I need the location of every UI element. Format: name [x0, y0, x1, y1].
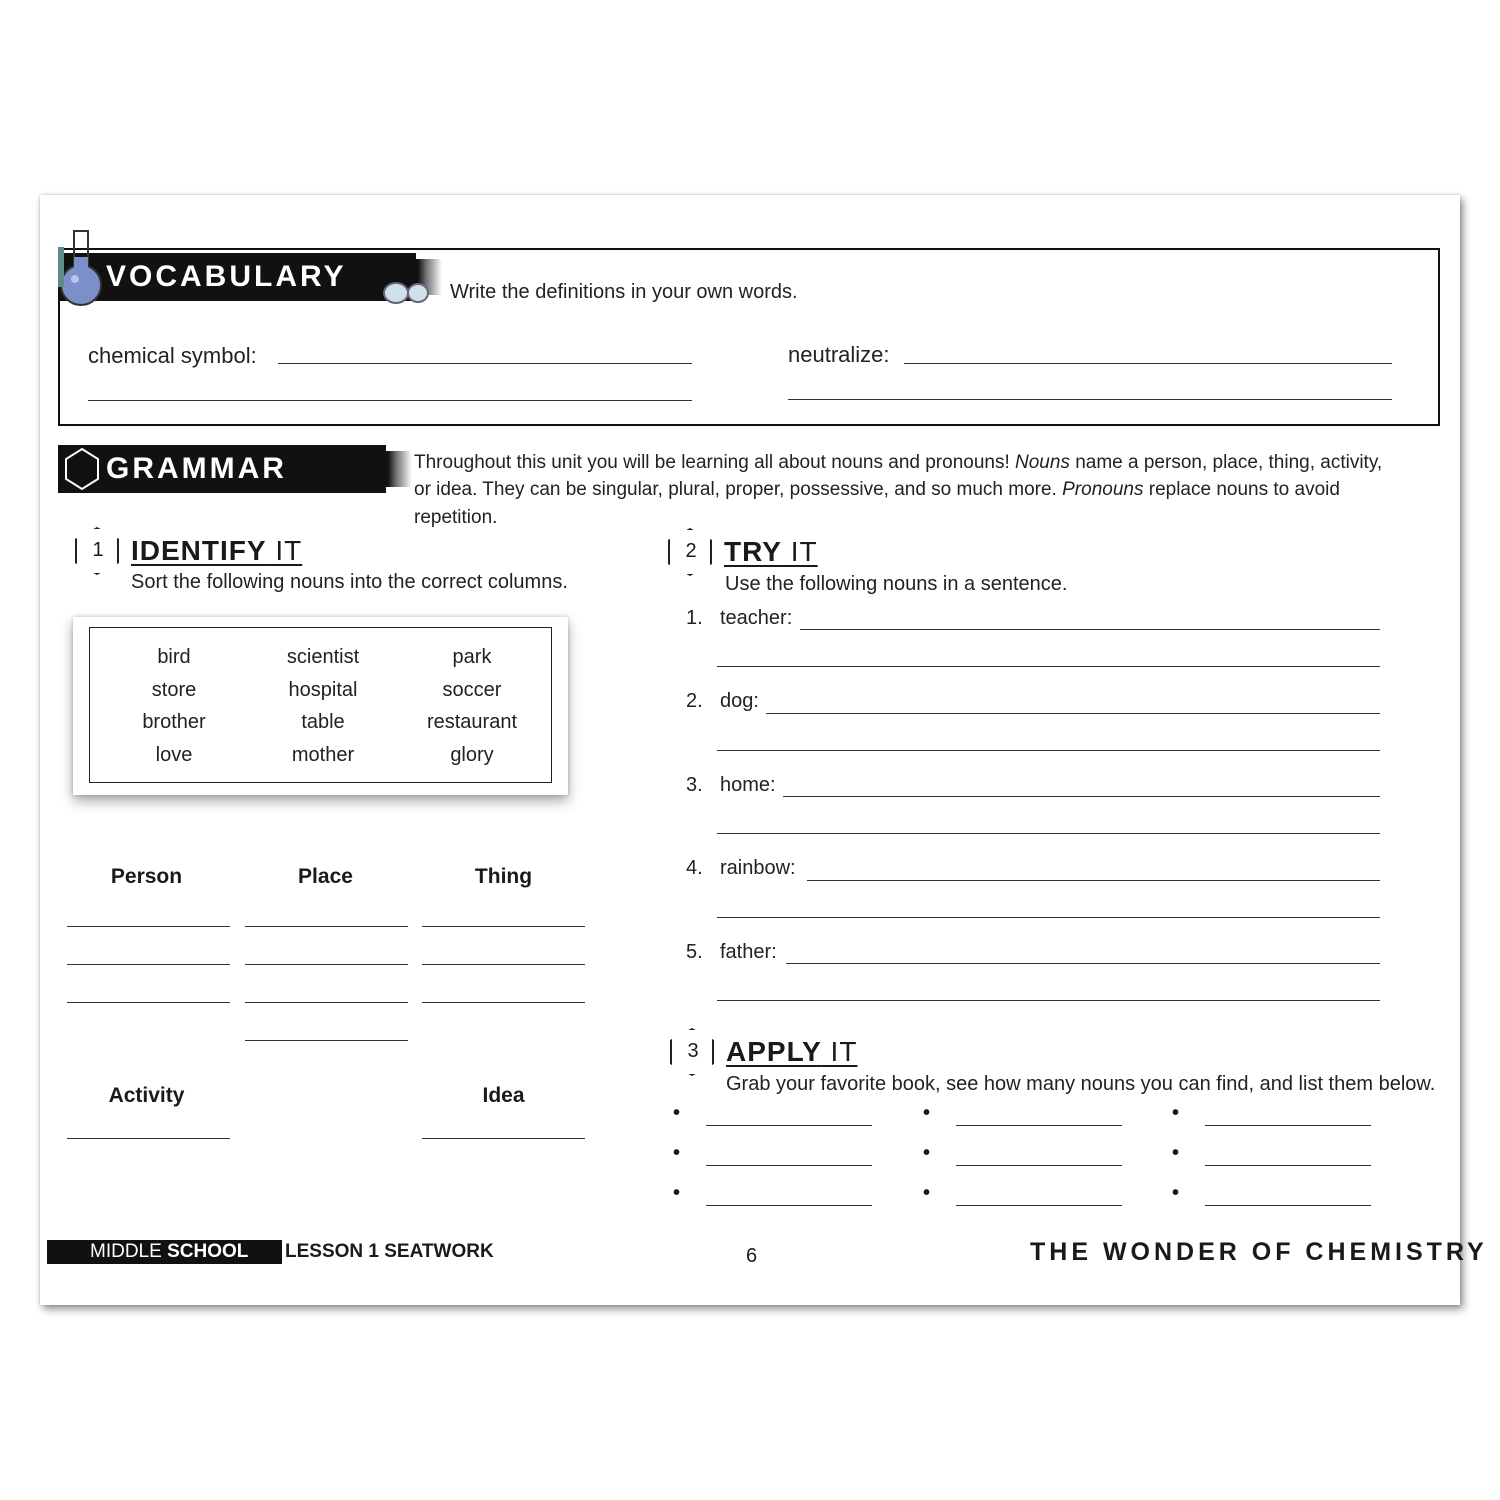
footer-page-number: 6	[746, 1245, 758, 1267]
intro-italic: Pronouns	[1062, 479, 1144, 500]
sentence-line[interactable]	[807, 880, 1380, 881]
step-2-hexagon	[668, 528, 714, 578]
definition-line[interactable]	[278, 363, 692, 364]
sentence-line[interactable]	[717, 833, 1380, 834]
noun-bird: bird	[157, 646, 191, 668]
footer-level	[90, 1240, 248, 1264]
bullet: •	[1172, 1142, 1180, 1164]
try-it-title	[724, 536, 818, 568]
noun-list-line[interactable]	[956, 1125, 1122, 1126]
column-idea: Idea	[482, 1084, 525, 1107]
intro-text: replace nouns to avoid	[1143, 479, 1340, 500]
bullet: •	[673, 1182, 681, 1204]
try-word-rainbow: rainbow:	[720, 857, 796, 879]
title-bold: IDENTIFY	[131, 535, 267, 566]
noun-soccer: soccer	[442, 679, 502, 701]
try-word-father: father:	[720, 941, 777, 963]
definition-line[interactable]	[88, 400, 692, 401]
sentence-line[interactable]	[717, 1000, 1380, 1001]
term-neutralize: neutralize:	[788, 342, 890, 367]
thing-answer-line[interactable]	[422, 1002, 585, 1003]
grammar-banner	[58, 445, 386, 493]
noun-list-line[interactable]	[706, 1125, 872, 1126]
sentence-line[interactable]	[800, 629, 1380, 630]
bullet: •	[923, 1102, 931, 1124]
noun-hospital: hospital	[288, 679, 358, 701]
person-answer-line[interactable]	[67, 964, 230, 965]
person-answer-line[interactable]	[67, 926, 230, 927]
person-answer-line[interactable]	[67, 1002, 230, 1003]
intro-text: or idea. They can be singular, plural, proper, possessive, and so much more.	[414, 479, 1063, 500]
noun-list-line[interactable]	[956, 1165, 1122, 1166]
noun-scientist: scientist	[286, 646, 360, 668]
identify-instruction: Sort the following nouns into the correct columns.	[131, 571, 568, 593]
vocabulary-instruction: Write the definitions in your own words.	[450, 281, 798, 303]
column-place: Place	[298, 865, 353, 888]
try-instruction: Use the following nouns in a sentence.	[725, 573, 1068, 595]
idea-answer-line[interactable]	[422, 1138, 585, 1139]
noun-store: store	[151, 679, 197, 701]
definition-line[interactable]	[904, 363, 1392, 364]
sentence-line[interactable]	[717, 917, 1380, 918]
intro-text: Throughout this unit you will be learning all about nouns and pronouns!	[414, 452, 1016, 473]
noun-list-line[interactable]	[1205, 1205, 1371, 1206]
title-bold: TRY	[724, 536, 782, 567]
bullet: •	[923, 1182, 931, 1204]
noun-list-line[interactable]	[706, 1165, 872, 1166]
sentence-line[interactable]	[717, 666, 1380, 667]
grammar-intro-line-3: repetition.	[414, 507, 498, 528]
bullet: •	[1172, 1102, 1180, 1124]
try-word-dog: dog:	[720, 690, 759, 712]
noun-bank-card	[73, 617, 568, 795]
grammar-intro-line-2	[414, 479, 1340, 501]
intro-italic: Nouns	[1015, 452, 1070, 473]
term-chemical-symbol: chemical symbol:	[88, 343, 257, 368]
try-item-number: 2.	[686, 690, 703, 712]
try-item-number: 1.	[686, 607, 703, 629]
bullet: •	[923, 1142, 931, 1164]
worksheet-page	[40, 195, 1488, 1305]
intro-text: name a person, place, thing, activity,	[1069, 452, 1383, 473]
title-light: IT	[266, 535, 303, 566]
level-bold: SCHOOL	[167, 1241, 249, 1262]
noun-mother: mother	[291, 744, 355, 766]
noun-love: love	[155, 744, 193, 766]
sentence-line[interactable]	[766, 713, 1380, 714]
title-bold: APPLY	[726, 1036, 822, 1067]
sentence-line[interactable]	[786, 963, 1380, 964]
place-answer-line[interactable]	[245, 964, 408, 965]
place-answer-line[interactable]	[245, 1002, 408, 1003]
apply-it-title	[726, 1036, 857, 1068]
step-3-hexagon	[670, 1028, 716, 1078]
noun-brother: brother	[142, 711, 206, 733]
sentence-line[interactable]	[783, 796, 1380, 797]
noun-glory: glory	[450, 744, 494, 766]
noun-table: table	[301, 711, 345, 733]
activity-answer-line[interactable]	[67, 1138, 230, 1139]
column-thing: Thing	[474, 865, 533, 888]
bullet: •	[673, 1142, 681, 1164]
flask-icon	[56, 227, 106, 311]
noun-restaurant: restaurant	[426, 711, 518, 733]
sentence-line[interactable]	[717, 750, 1380, 751]
place-answer-line[interactable]	[245, 1040, 408, 1041]
identify-it-title	[131, 535, 302, 567]
bullet: •	[1172, 1182, 1180, 1204]
column-person: Person	[110, 865, 183, 888]
bullet: •	[673, 1102, 681, 1124]
place-answer-line[interactable]	[245, 926, 408, 927]
footer-book-title: THE WONDER OF CHEMISTRY	[1030, 1238, 1488, 1266]
step-2-number: 2	[685, 540, 697, 562]
title-light: IT	[821, 1036, 858, 1067]
apply-instruction: Grab your favorite book, see how many nouns you can find, and list them below.	[726, 1073, 1436, 1095]
step-1-hexagon	[75, 527, 121, 577]
try-word-home: home:	[720, 774, 776, 796]
try-item-number: 5.	[686, 941, 703, 963]
grammar-title: GRAMMAR	[106, 452, 287, 485]
try-word-teacher: teacher:	[720, 607, 793, 629]
noun-list-line[interactable]	[1205, 1165, 1371, 1166]
noun-list-line[interactable]	[706, 1205, 872, 1206]
footer-lesson: LESSON 1 SEATWORK	[285, 1241, 494, 1262]
molecule-icon	[60, 443, 104, 495]
thing-answer-line[interactable]	[422, 926, 585, 927]
definition-line[interactable]	[788, 399, 1392, 400]
goggles-icon	[382, 279, 430, 307]
noun-list-line[interactable]	[956, 1205, 1122, 1206]
noun-list-line[interactable]	[1205, 1125, 1371, 1126]
try-item-number: 3.	[686, 774, 703, 796]
thing-answer-line[interactable]	[422, 964, 585, 965]
noun-park: park	[452, 646, 492, 668]
vocabulary-banner	[58, 253, 416, 301]
noun-bank	[89, 627, 552, 783]
vocabulary-title: VOCABULARY	[106, 260, 347, 293]
level-light: MIDDLE	[90, 1241, 168, 1262]
title-light: IT	[781, 536, 818, 567]
try-item-number: 4.	[686, 857, 703, 879]
grammar-intro-line-1	[414, 452, 1382, 474]
step-3-number: 3	[687, 1040, 699, 1062]
step-1-number: 1	[92, 539, 104, 561]
column-activity: Activity	[108, 1084, 185, 1107]
